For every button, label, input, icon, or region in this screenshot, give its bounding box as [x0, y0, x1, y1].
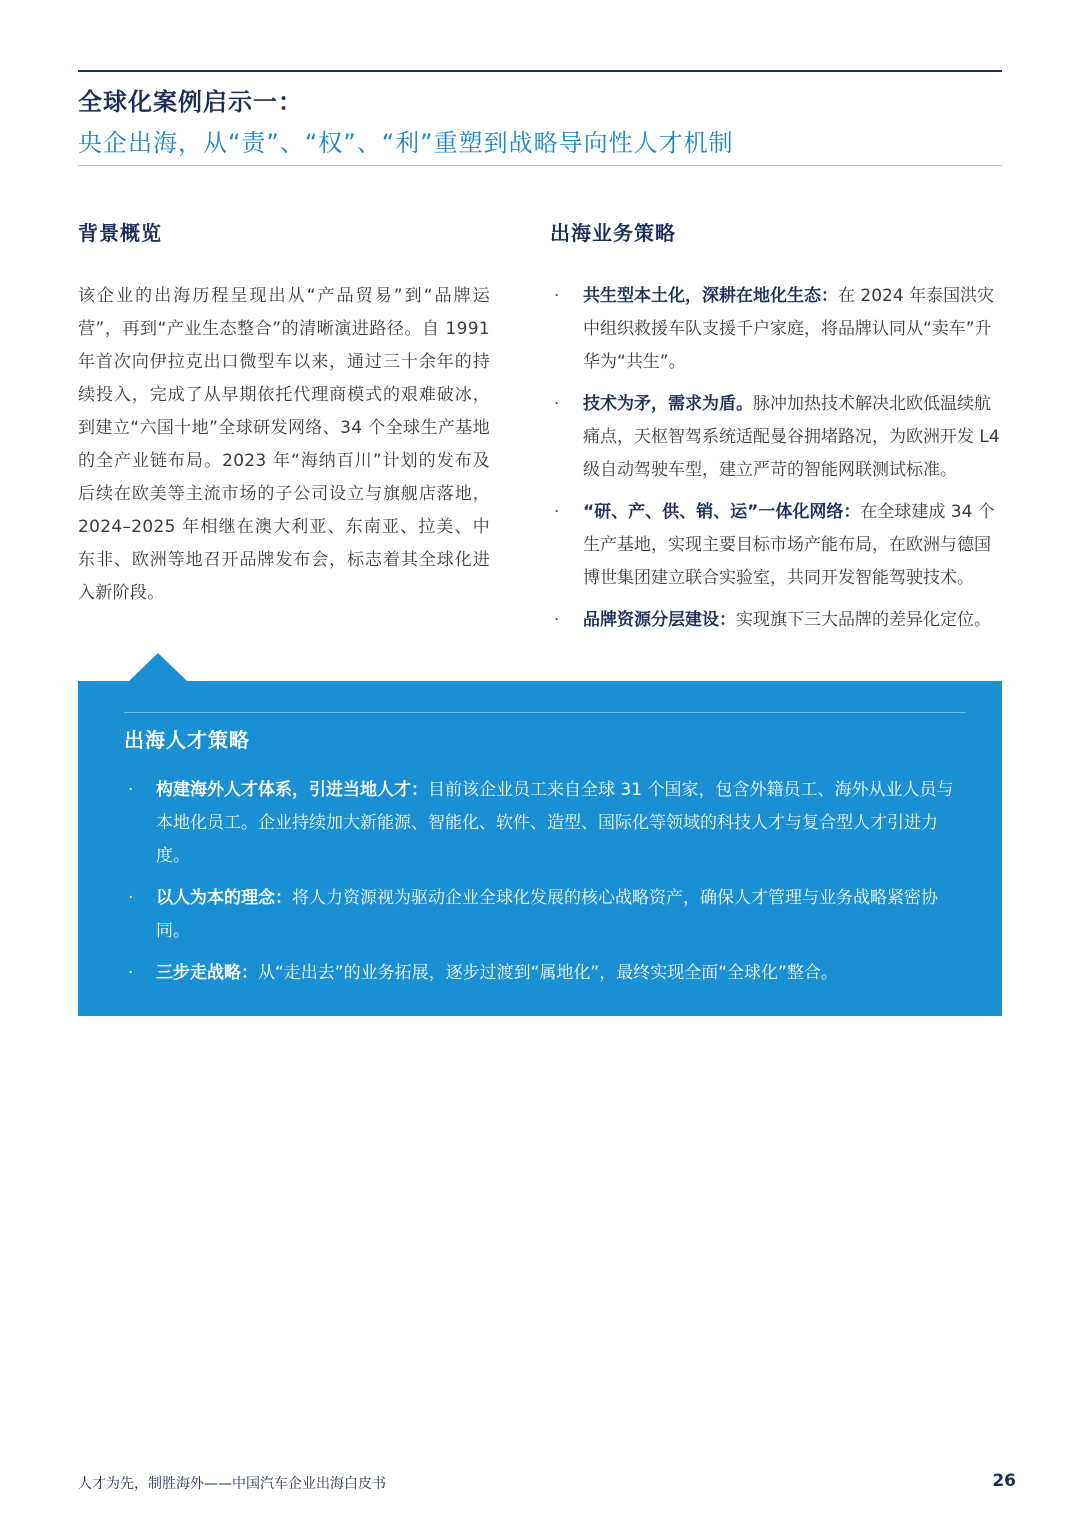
item-text: 将人力资源视为驱动企业全球化发展的核心战略资产，确保人才管理与业务战略紧密协同。: [156, 888, 938, 941]
list-item: [550, 280, 1002, 379]
item-lead: 构建海外人才体系，引进当地人才：: [156, 780, 428, 800]
background-paragraph: 该企业的出海历程呈现出从“产品贸易”到“品牌运营”，再到“产业生态整合”的清晰演进路径。自 1991 年首次向伊拉克出口微型车以来，通过三十余年的持续投入，完成了从早期依托代理商模式的艰难破冰，到建立“六国十地”全球研发网络、34 个全球生产基地的全产业链布局。2023 年“海纳百川”计划的发布及后续在欧美等主流市场的子公司设立与旗舰店落地，2024–2025 年相继在澳大利亚、东南亚、拉美、中东非、欧洲等地召开品牌发布会，标志着其全球化进入新阶段。: [78, 286, 490, 603]
item-lead: 共生型本土化，深耕在地化生态：: [583, 286, 838, 306]
page-number: 26: [992, 1471, 1016, 1491]
top-rule: [78, 70, 1002, 72]
item-text: 在全球建成 34 个生产基地，实现主要目标市场产能布局，在欧洲与德国博世集团建立联合实验室，共同开发智能驾驶技术。: [583, 502, 995, 588]
bullet-icon: ·: [554, 610, 560, 630]
item-lead: 三步走战略：: [156, 963, 258, 983]
page-subtitle: 央企出海，从“责”、“权”、“利”重塑到战略导向性人才机制: [78, 129, 734, 157]
item-text: 脉冲加热技术解决北欧低温续航痛点，天枢智驾系统适配曼谷拥堵路况，为欧洲开发 L4 级自动驾驶车型，建立严苛的智能网联测试标准。: [583, 394, 1000, 480]
item-lead: “研、产、供、销、运”一体化网络：: [583, 502, 861, 522]
bullet-icon: ·: [128, 963, 134, 983]
list-item: [550, 388, 1002, 487]
item-text: 目前该企业员工来自全球 31 个国家，包含外籍员工、海外从业人员与本地化员工。企业持续加大新能源、智能化、软件、造型、国际化等领域的科技人才与复合型人才引进力度。: [156, 780, 954, 866]
item-lead: 品牌资源分层建设：: [583, 610, 736, 630]
bullet-icon: ·: [554, 394, 560, 414]
bullet-icon: ·: [554, 502, 560, 522]
item-lead: 以人为本的理念：: [156, 888, 292, 908]
list-item: [124, 957, 966, 990]
talent-strategy-list: [124, 774, 966, 999]
title-divider: [78, 165, 1002, 166]
business-strategy-heading: 出海业务策略: [550, 221, 676, 245]
item-text: 在 2024 年泰国洪灾中组织救援车队支援千户家庭，将品牌认同从“卖车”升华为“共生”。: [583, 286, 995, 372]
page-title: 全球化案例启示一：: [78, 88, 303, 116]
list-item: [550, 496, 1002, 595]
list-item: [124, 882, 966, 948]
talent-strategy-callout: [78, 681, 1002, 1016]
list-item: [550, 604, 1002, 637]
bullet-icon: ·: [128, 888, 134, 908]
item-text: 从“走出去”的业务拓展，逐步过渡到“属地化”，最终实现全面“全球化”整合。: [258, 963, 838, 983]
bullet-icon: ·: [554, 286, 560, 306]
business-strategy-list: [550, 280, 1002, 646]
talent-strategy-heading: 出海人才策略: [124, 728, 250, 752]
footer-publication-title: 人才为先，制胜海外——中国汽车企业出海白皮书: [78, 1476, 386, 1492]
item-lead: 技术为矛，需求为盾。: [583, 394, 753, 414]
background-heading: 背景概览: [78, 221, 162, 245]
callout-divider: [124, 712, 966, 713]
callout-pointer: [128, 653, 188, 682]
list-item: [124, 774, 966, 873]
item-text: 实现旗下三大品牌的差异化定位。: [736, 610, 991, 630]
bullet-icon: ·: [128, 780, 134, 800]
